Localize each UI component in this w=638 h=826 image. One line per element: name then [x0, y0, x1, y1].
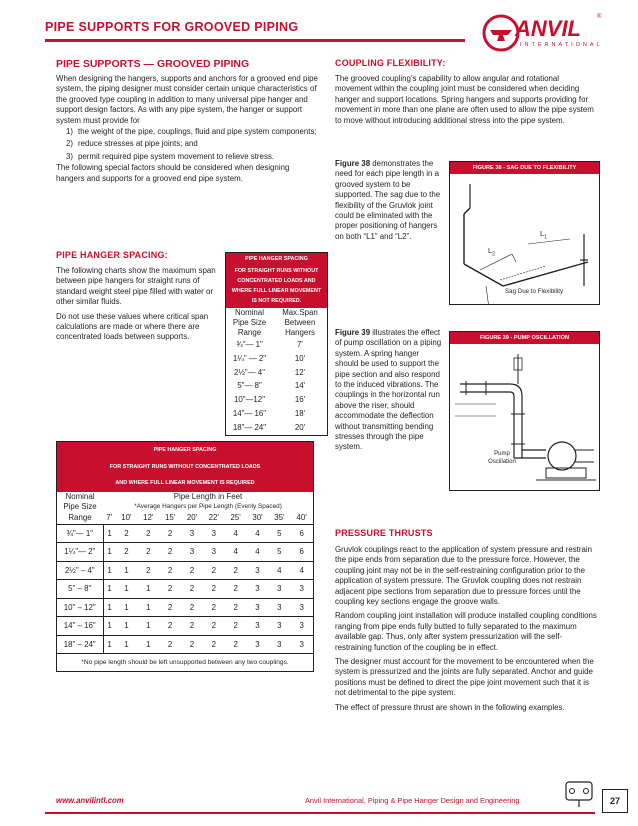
hanger-count-cell: 2 [203, 580, 225, 599]
hanger-count-cell: 1 [103, 598, 116, 617]
section-title-pressure-thrusts: PRESSURE THRUSTS [335, 528, 433, 538]
hanger-count-cell: 1 [116, 635, 138, 654]
column-header-length: 15' [164, 512, 176, 522]
table-row: ¾"— 1" 7' [236, 340, 303, 349]
figure-38-caption: FIGURE 38 - SAG DUE TO FLEXIBILITY [450, 162, 599, 174]
hanger-count-cell: 4 [290, 561, 313, 580]
page-number: 27 [602, 789, 628, 813]
footer-url: www.anvilintl.com [56, 796, 124, 805]
hanger-count-cell: 2 [137, 524, 159, 543]
column-header: Range [68, 512, 92, 522]
figure-38-box [449, 161, 600, 305]
figure-39-description: Figure 39 illustrates the effect of pump oscillation on a piping system. A spring hanger should be used to support the pipe section and also respond to the induced vibrations. The couplings in the horizontal run above the riser, should accommodate the deflection without transmitting bending stresses through the pipe system. [335, 328, 442, 452]
table-row [57, 524, 314, 543]
column-header: Range [237, 328, 262, 337]
column-header-length: 10' [121, 512, 132, 522]
spacing-paragraph-1: The following charts show the maximum span between pipe hangers for straight runs of standard weight steel pipe filled with water or other similar fluids. [56, 266, 216, 307]
hanger-count-cell: 1 [137, 580, 159, 599]
table-row [57, 543, 314, 562]
column-header: Nominal [235, 308, 264, 317]
hanger-count-cell: 1 [103, 543, 116, 562]
table-row [57, 635, 314, 654]
table-subtitle: FOR STRAIGHT RUNS WITHOUT CONCENTRATED LOADS [57, 459, 314, 476]
hanger-count-cell: 1 [116, 561, 138, 580]
hanger-count-cell: 2 [137, 561, 159, 580]
sag-diagram-icon [450, 174, 599, 304]
spacing-paragraph-2: Do not use these values where critical span calculations are made or where there are concentrated loads between supports. [56, 311, 209, 342]
table-row [57, 580, 314, 599]
table-row: 1¼" — 2" 10' [232, 353, 306, 363]
hanger-count-cell: 2 [225, 635, 247, 654]
hanger-count-cell: 2 [116, 543, 138, 562]
table-row [57, 617, 314, 636]
hanger-count-cell: 2 [203, 635, 225, 654]
hanger-count-cell: 3 [247, 561, 269, 580]
table-subtitle: FOR STRAIGHT RUNS WITHOUT CONCENTRATED LOADS AND WHERE FULL LINEAR MOVEMENT IS NOT REQUIRED. [226, 266, 328, 308]
hanger-count-cell: 2 [137, 543, 159, 562]
hanger-count-cell: 3 [181, 543, 203, 562]
requirements-list [56, 127, 318, 162]
hanger-count-cell: 5 [268, 524, 290, 543]
figure-39-caption: FIGURE 39 - PUMP OSCILLATION [450, 332, 599, 344]
hanger-count-cell: 3 [247, 580, 269, 599]
hanger-count-cell: 4 [247, 543, 269, 562]
hanger-count-cell: 2 [181, 617, 203, 636]
pipe-size-cell: ¾"— 1" [57, 524, 104, 543]
hanger-count-cell: 2 [203, 598, 225, 617]
pipe-size-cell: 18" – 24" [57, 635, 104, 654]
pipe-size-cell: 14" – 16" [57, 617, 104, 636]
table-subtitle: AND WHERE FULL LINEAR MOVEMENT IS REQUIRED [57, 475, 314, 492]
hanger-count-cell: 2 [159, 617, 181, 636]
hanger-count-cell: 1 [137, 598, 159, 617]
hanger-count-cell: 2 [159, 543, 181, 562]
table-footnote: *No pipe length should be left unsupported between any two couplings. [57, 654, 314, 672]
table-row: 10"—12" 16' [233, 395, 306, 405]
hanger-count-cell: 3 [268, 635, 290, 654]
section-title-coupling-flexibility: COUPLING FLEXIBILITY: [335, 58, 446, 68]
hanger-count-cell: 6 [290, 524, 313, 543]
hanger-count-cell: 1 [137, 635, 159, 654]
hanger-count-cell: 3 [247, 635, 269, 654]
hanger-count-cell: 3 [247, 598, 269, 617]
section-title-hanger-spacing: PIPE HANGER SPACING: [56, 250, 168, 260]
hanger-count-cell: 1 [116, 617, 138, 636]
hanger-count-cell: 2 [159, 561, 181, 580]
table-title: PIPE HANGER SPACING [57, 442, 314, 459]
hanger-count-cell: 2 [225, 598, 247, 617]
hanger-count-cell: 2 [159, 635, 181, 654]
hanger-count-cell: 3 [290, 598, 313, 617]
pipe-size-cell: 5" – 8" [57, 580, 104, 599]
table-row: 18"— 24" 20' [232, 422, 306, 432]
section-heading-grooved-piping: PIPE SUPPORTS — GROOVED PIPING [56, 58, 250, 70]
list-item: 3) permit required pipe system movement to relieve stress. [66, 151, 275, 161]
hanger-count-cell: 2 [181, 580, 203, 599]
column-header: Max.Span [282, 308, 318, 317]
flexibility-paragraph: The grooved coupling’s capability to allow angular and rotational movement within the coupling joint must be considered when deciding hanger and support locations. Spring hangers and supports providing for movement in more than one plane are often used to allow the pipe system to move without introducing additional stress into the pipe system. [335, 74, 594, 125]
hanger-spacing-table-no-movement [225, 252, 328, 436]
label-sag: Sag Due to Flexibility [505, 288, 564, 295]
column-header: Nominal [65, 491, 95, 501]
label-oscillation: Oscillation [488, 459, 516, 465]
column-header: Hangers [285, 328, 315, 337]
hanger-count-cell: 3 [268, 580, 290, 599]
hanger-count-cell: 1 [103, 580, 116, 599]
table-row: 5"— 8" 14' [237, 381, 306, 391]
logo-subtext: INTERNATIONAL [520, 42, 603, 48]
column-header-length: 40' [296, 512, 307, 522]
hanger-count-cell: 5 [268, 543, 290, 562]
hanger-count-cell: 1 [137, 617, 159, 636]
page-header-title: PIPE SUPPORTS FOR GROOVED PIPING [45, 20, 299, 34]
column-header-length: 35' [274, 512, 285, 522]
column-header: Pipe Size [63, 501, 97, 511]
hanger-count-cell: 2 [159, 580, 181, 599]
table-row: 14"— 16" 18' [232, 408, 306, 418]
hanger-count-cell: 3 [247, 617, 269, 636]
hanger-count-cell: 1 [116, 580, 138, 599]
logo-text: ANVIL [515, 16, 581, 41]
table-title: PIPE HANGER SPACING [226, 253, 328, 267]
hanger-count-cell: 2 [116, 524, 138, 543]
intro-paragraph: When designing the hangers, supports and anchors for a grooved end pipe system, the piping designer must consider certain unique characteristics of the grooved type coupling in addition to many universal pipe hanger and support design factors. As with any pipe system, the hanger or support system must provide for [56, 74, 318, 125]
hanger-spacing-table-full-movement [56, 441, 314, 672]
footer-rule [45, 812, 595, 814]
pipe-clamp-icon [560, 778, 598, 808]
hanger-count-cell: 1 [103, 635, 116, 654]
pipe-size-cell: 1¼"— 2" [57, 543, 104, 562]
hanger-count-cell: 3 [181, 524, 203, 543]
hanger-count-cell: 3 [203, 524, 225, 543]
hanger-count-cell: 3 [290, 580, 313, 599]
hanger-count-cell: 4 [225, 524, 247, 543]
hanger-count-cell: 6 [290, 543, 313, 562]
hanger-count-cell: 3 [203, 543, 225, 562]
hanger-count-cell: 3 [268, 617, 290, 636]
thrust-paragraph-2: Random coupling joint installation will produce installed coupling conditions ranging from pipe ends fully butted to fully separated to the maximum available gap. Thus, only after system pressurization will the self-restraining function of the coupling be in effect. [335, 611, 597, 652]
hanger-count-cell: 3 [268, 598, 290, 617]
thrust-paragraph-4: The effect of pressure thrust are shown in the following examples. [335, 702, 565, 712]
hanger-count-cell: 1 [103, 524, 116, 543]
label-l1: $L_1$ [540, 229, 547, 241]
hanger-count-cell: 1 [116, 598, 138, 617]
column-header: Pipe Size [232, 318, 267, 327]
hanger-count-cell: 2 [203, 561, 225, 580]
table-row [57, 561, 314, 580]
column-header-length: 20' [186, 512, 198, 522]
hanger-count-cell: 1 [103, 561, 116, 580]
hanger-count-cell: 2 [181, 561, 203, 580]
table-row [57, 598, 314, 617]
figure-38-description: Figure 38 demonstrates the need for each pipe length in a grooved system to be supported. The sag due to the flexibility of the Gruvlok joint could be eliminated with the proper positioning of hangers on both “L1” and “L2”. [335, 159, 441, 241]
hanger-count-cell: 2 [159, 598, 181, 617]
footer-title: Anvil International, Piping & Pipe Hanger Design and Engineering [305, 796, 520, 805]
hanger-count-cell: 2 [181, 635, 203, 654]
pipe-size-cell: 2½" – 4" [57, 561, 104, 580]
pipe-size-cell: 10" – 12" [57, 598, 104, 617]
hanger-count-cell: 3 [290, 635, 313, 654]
list-item: 2) reduce stresses at pipe joints; and [66, 139, 198, 149]
hanger-count-cell: 4 [225, 543, 247, 562]
special-factors-paragraph: The following special factors should be considered when designing hangers and supports for a grooved end pipe system. [56, 163, 290, 183]
header-rule [45, 39, 465, 42]
pump-oscillation-diagram-icon [450, 344, 599, 490]
column-header: Between [284, 318, 316, 327]
thrust-paragraph-1: Gruvlok couplings react to the application of system pressure and restrain the pipe ends from separation due to the pressure force. However, the coupling joint may not be in the self-restraining configuration prior to the application of system pressure. The Gruvlok coupling does not restrain adjacent pipe sections from separation due to pressure forces until the coupling key sections engage the groove walls. [335, 545, 593, 607]
table-row: 2½"— 4" 12' [233, 367, 306, 377]
column-header-length: 30' [252, 512, 263, 522]
column-header: Pipe Length in Feet [173, 491, 243, 501]
logo-registered-mark: ® [597, 14, 602, 20]
label-pump: Pump [494, 451, 510, 457]
hanger-count-cell: 4 [247, 524, 269, 543]
column-header-length: 7' [106, 512, 113, 522]
column-header-length: 25' [230, 512, 241, 522]
hanger-count-cell: 4 [268, 561, 290, 580]
hanger-count-cell: 2 [225, 580, 247, 599]
column-header: *Average Hangers per Pipe Length (Evenly Spaced) [134, 502, 282, 510]
column-header-length: 22' [208, 512, 219, 522]
hanger-count-cell: 2 [225, 561, 247, 580]
hanger-count-cell: 3 [290, 617, 313, 636]
figure-39-box [449, 331, 600, 491]
hanger-count-cell: 2 [203, 617, 225, 636]
hanger-count-cell: 2 [181, 598, 203, 617]
hanger-count-cell: 2 [159, 524, 181, 543]
hanger-count-cell: 1 [103, 617, 116, 636]
column-header-length: 12' [143, 512, 154, 522]
thrust-paragraph-3: The designer must account for the movement to be encountered when the system is pressurized and the joints are fully separated. Anchor and guide positions must be defined to direct the pipe joint movement such that it is not detrimental to the pipe system. [335, 657, 594, 698]
label-l2: $L_2$ [488, 246, 495, 258]
list-item: 1) the weight of the pipe, couplings, fluid and pipe system components; [66, 127, 317, 137]
hanger-count-cell: 2 [225, 617, 247, 636]
